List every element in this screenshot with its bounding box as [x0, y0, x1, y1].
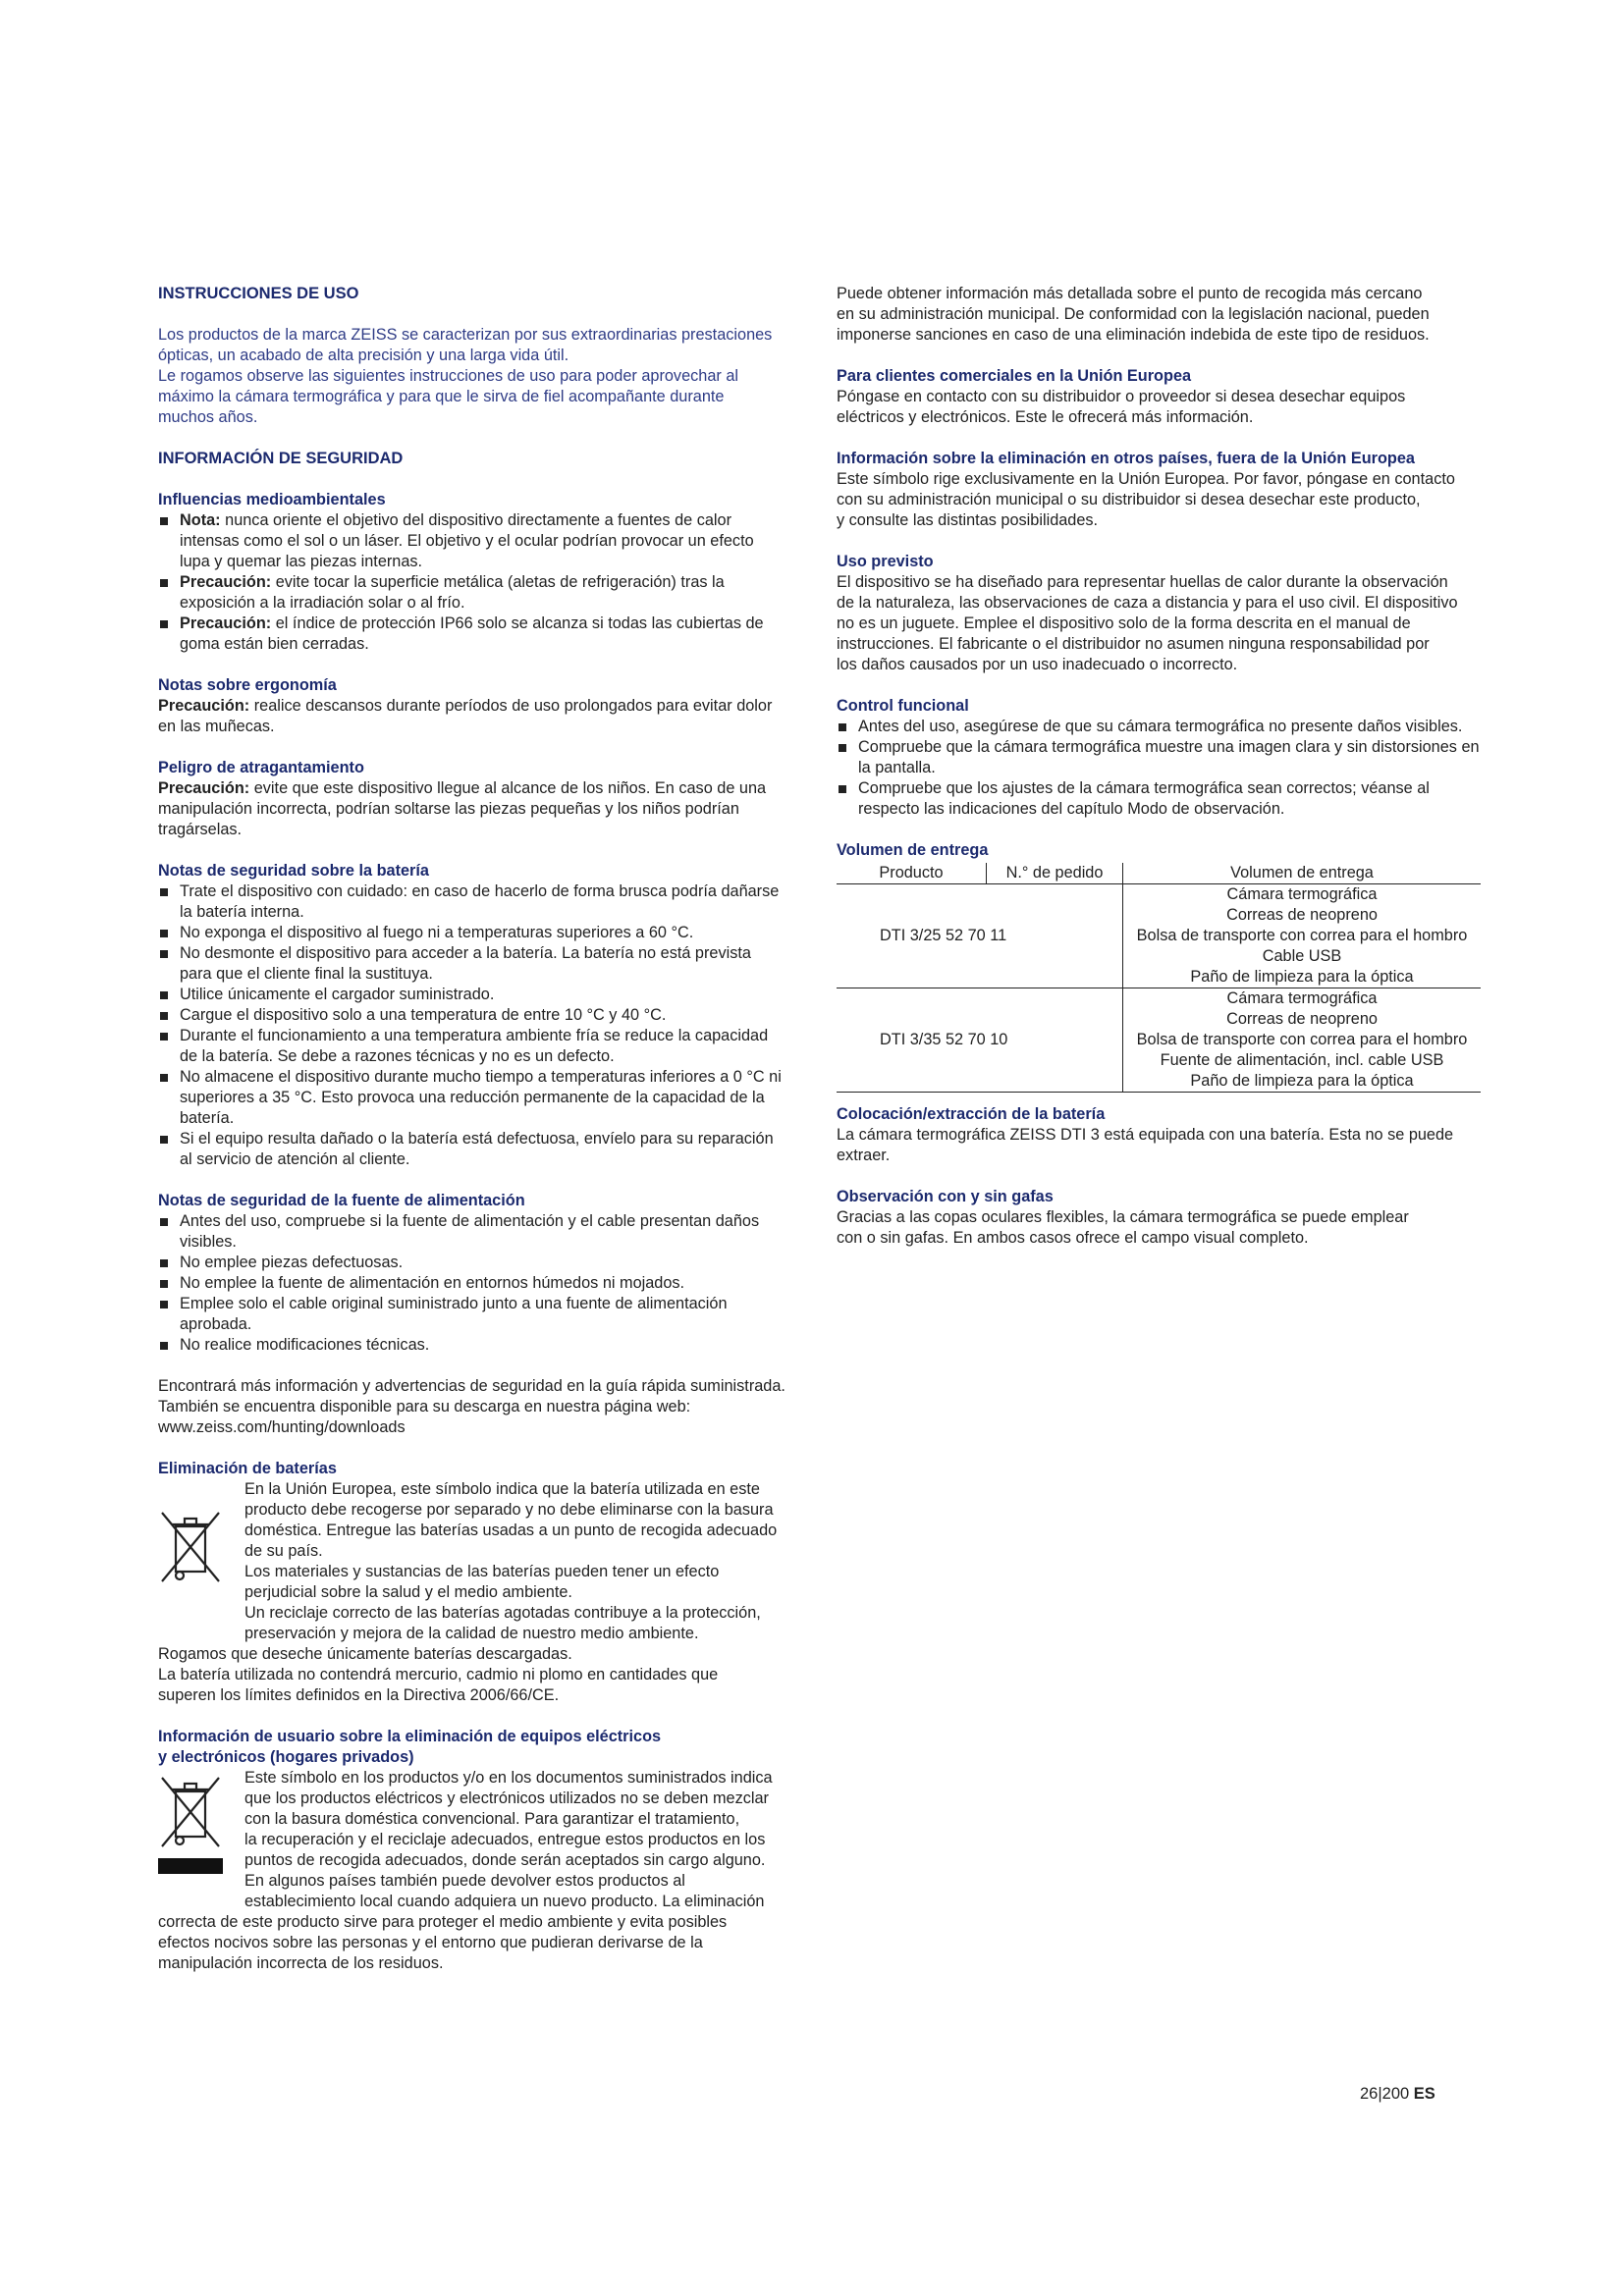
safety-title: INFORMACIÓN DE SEGURIDAD [158, 450, 404, 467]
table-row [837, 988, 1481, 1093]
list-item: No exponga el dispositivo al fuego ni a temperaturas superiores a 60 °C. [158, 923, 786, 943]
page-number: 26|200 ES [1360, 2085, 1435, 2103]
commercial-section: Para clientes comerciales en la Unión Europea Póngase en contacto con su distribuidor o proveedor si desea desechar equipos eléctricos y electrónicos. Este le ofrecerá más información. [837, 366, 1485, 428]
list-item: Cargue el dispositivo solo a una temperatura de entre 10 °C y 40 °C. [158, 1005, 786, 1026]
choke-section: Peligro de atragantamiento Precaución: evite que este dispositivo llegue al alcance de los niños. En caso de una manipulación incorrecta, podrían soltarse las piezas pequeñas y los niños podrían tragárselas. [158, 758, 786, 840]
outside-eu-heading: Información sobre la eliminación en otros países, fuera de la Unión Europea [837, 450, 1415, 467]
power-section [158, 1191, 786, 1356]
list-item: Utilice únicamente el cargador suministrado. [158, 985, 786, 1005]
env-heading: Influencias medioambientales [158, 491, 386, 508]
list-item: Antes del uso, compruebe si la fuente de alimentación y el cable presentan daños visibles. [158, 1211, 786, 1253]
intended-use-section: Uso previsto El dispositivo se ha diseñado para representar huellas de calor durante la observación de la naturaleza, las observaciones de caza a distancia y para el uso civil. El dispositivo no es un juguete. Emplee el dispositivo solo de la forma descrita en el manual de instrucciones. El fabricante o el distribuidor no asumen ninguna responsabilidad por los daños causados por un uso inadecuado o incorrecto. [837, 552, 1485, 675]
list-item: No emplee piezas defectuosas. [158, 1253, 786, 1273]
disposal-section: Eliminación de baterías En la Unión Europea, este símbolo indica que la batería utilizada en este producto debe recogerse por separado y no debe eliminarse con la basura doméstica. Entregue las baterías usadas a un punto de recogida adecuado de su país. Los materiales y sustancias de las baterías pueden tener un efecto perjudicial sobre la salud y el medio ambiente. Un reciclaje correcto de las baterías agotadas contribuye a la protección, preservación y mejora de la calidad de nuestro medio ambiente. Rogamos que deseche únicamente baterías descargadas. La batería utilizada no contendrá mercurio, cadmio ni plomo en cantidades que superen los límites definidos en la Directiva 2006/66/CE. [158, 1459, 786, 1706]
env-section [158, 490, 786, 655]
battery-place-section: Colocación/extracción de la batería La cámara termográfica ZEISS DTI 3 está equipada con una batería. Esta no se puede extraer. [837, 1104, 1485, 1166]
list-item: Antes del uso, asegúrese de que su cámara termográfica no presente daños visibles. [837, 717, 1485, 737]
left-column [158, 284, 786, 1974]
list-item: Nota: nunca oriente el objetivo del dispositivo directamente a fuentes de calor intensas como el sol o un láser. El objetivo y el ocular podrían provocar un efecto lupa y quemar las piezas internas. [158, 510, 786, 572]
list-item: Precaución: evite tocar la superficie metálica (aletas de refrigeración) tras la exposición a la irradiación solar o al frío. [158, 572, 786, 614]
list-item: Compruebe que la cámara termográfica muestre una imagen clara y sin distorsiones en la pantalla. [837, 737, 1485, 778]
list-item: Compruebe que los ajustes de la cámara termográfica sean correctos; véanse al respecto las indicaciones del capítulo Modo de observación. [837, 778, 1485, 820]
delivery-table [837, 863, 1481, 1093]
download-link[interactable]: www.zeiss.com/hunting/downloads [158, 1418, 406, 1436]
intro-line: Los productos de la marca ZEISS se caracterizan por sus extraordinarias prestaciones [158, 326, 773, 344]
list-item: Emplee solo el cable original suministrado junto a una fuente de alimentación aprobada. [158, 1294, 786, 1335]
list-item: No desmonte el dispositivo para acceder a la batería. La batería no está prevista para que el cliente final la sustituya. [158, 943, 786, 985]
battery-heading: Notas de seguridad sobre la batería [158, 862, 429, 880]
commercial-heading: Para clientes comerciales en la Unión Europea [837, 367, 1192, 385]
function-check-heading: Control funcional [837, 697, 969, 715]
intro-line: muchos años. [158, 408, 258, 426]
list-item: Durante el funcionamiento a una temperatura ambiente fría se reduce la capacidad de la batería. Se debe a razones técnicas y no es un defecto. [158, 1026, 786, 1067]
ergo-section: Notas sobre ergonomía Precaución: realice descansos durante períodos de uso prolongados para evitar dolor en las muñecas. [158, 675, 786, 737]
list-item: No realice modificaciones técnicas. [158, 1335, 786, 1356]
separator: | [1378, 2085, 1382, 2103]
list-item: No almacene el dispositivo durante mucho tiempo a temperaturas inferiores a 0 °C ni superiores a 35 °C. Esto provoca una reducción permanente de la capacidad de la batería. [158, 1067, 786, 1129]
power-heading: Notas de seguridad de la fuente de alimentación [158, 1192, 525, 1209]
page-title: INSTRUCCIONES DE USO [158, 285, 359, 302]
intro-text [158, 325, 786, 428]
column-header: N.° de pedido [987, 863, 1123, 884]
column-header: Producto [837, 863, 987, 884]
items-cell: Cámara termográfica Correas de neopreno Bolsa de transporte con correa para el hombro Cable USB Paño de limpieza para la óptica [1123, 884, 1482, 988]
glasses-heading: Observación con y sin gafas [837, 1188, 1054, 1205]
disposal-heading: Eliminación de baterías [158, 1460, 337, 1477]
outside-eu-section: Información sobre la eliminación en otros países, fuera de la Unión Europea Este símbolo rige exclusivamente en la Unión Europea. Por favor, póngase en contacto con su administración municipal o su distribuidor si desea desechar este producto, y consulte las distintas posibilidades. [837, 449, 1485, 531]
items-cell: Cámara termográfica Correas de neopreno Bolsa de transporte con correa para el hombro Fuente de alimentación, incl. cable USB Paño de limpieza para la óptica [1123, 988, 1482, 1093]
list-item: No emplee la fuente de alimentación en entornos húmedos ni mojados. [158, 1273, 786, 1294]
choke-heading: Peligro de atragantamiento [158, 759, 364, 776]
intro-line: ópticas, un acabado de alta precisión y una larga vida útil. [158, 347, 569, 364]
product-cell: DTI 3/35 52 70 10 [837, 988, 1123, 1093]
crossed-bin-icon [158, 1507, 223, 1585]
glasses-section: Observación con y sin gafas Gracias a las copas oculares flexibles, la cámara termográfica se puede emplear con o sin gafas. En ambos casos ofrece el campo visual completo. [837, 1187, 1485, 1249]
more-info: Encontrará más información y advertencias de seguridad en la guía rápida suministrada. También se encuentra disponible para su descarga en nuestra página web: www.zeiss.com/hunting/downloads [158, 1377, 785, 1436]
intro-line: Le rogamos observe las siguientes instrucciones de uso para poder aprovechar al [158, 367, 738, 385]
function-check-section [837, 696, 1485, 820]
intro-line: máximo la cámara termográfica y para que le sirva de fiel acompañante durante [158, 388, 725, 405]
right-column [837, 284, 1485, 1249]
list-item: Precaución: el índice de protección IP66 solo se alcanza si todas las cubiertas de goma están bien cerradas. [158, 614, 786, 655]
battery-section [158, 861, 786, 1170]
ergo-heading: Notas sobre ergonomía [158, 676, 337, 694]
list-item: Si el equipo resulta dañado o la batería está defectuosa, envíelo para su reparación al servicio de atención al cliente. [158, 1129, 786, 1170]
delivery-section [837, 840, 1485, 1093]
weee-bin-icon [158, 1774, 223, 1876]
product-cell: DTI 3/25 52 70 11 [837, 884, 1123, 988]
delivery-heading: Volumen de entrega [837, 841, 989, 859]
column-header: Volumen de entrega [1123, 863, 1482, 884]
intended-use-heading: Uso previsto [837, 553, 934, 570]
battery-place-heading: Colocación/extracción de la batería [837, 1105, 1106, 1123]
weee-heading: Información de usuario sobre la eliminación de equipos eléctricos y electrónicos (hogares privados) [158, 1728, 662, 1766]
list-item: Trate el dispositivo con cuidado: en caso de hacerlo de forma brusca podría dañarse la batería interna. [158, 881, 786, 923]
collection-info: Puede obtener información más detallada sobre el punto de recogida más cercano en su administración municipal. De conformidad con la legislación nacional, pueden imponerse sanciones en caso de una eliminación indebida de este tipo de residuos. [837, 285, 1430, 344]
weee-section: Información de usuario sobre la eliminación de equipos eléctricos y electrónicos (hogares privados) Este símbolo en los productos y/o en los documentos suministrados indica que los productos eléctricos y electrónicos utilizados no se deben mezclar con la basura doméstica convencional. Para garantizar el tratamiento, la recuperación y el reciclaje adecuados, entregue estos productos en los puntos de recogida adecuados, donde serán aceptados sin cargo alguno. En algunos países también puede devolver estos productos al establecimiento local cuando adquiera un nuevo producto. La eliminación correcta de este producto sirve para proteger el medio ambiente y evita posibles efectos nocivos sobre las personas y el entorno que pudieran derivarse de la manipulación incorrecta de los residuos. [158, 1727, 786, 1974]
table-row [837, 884, 1481, 988]
